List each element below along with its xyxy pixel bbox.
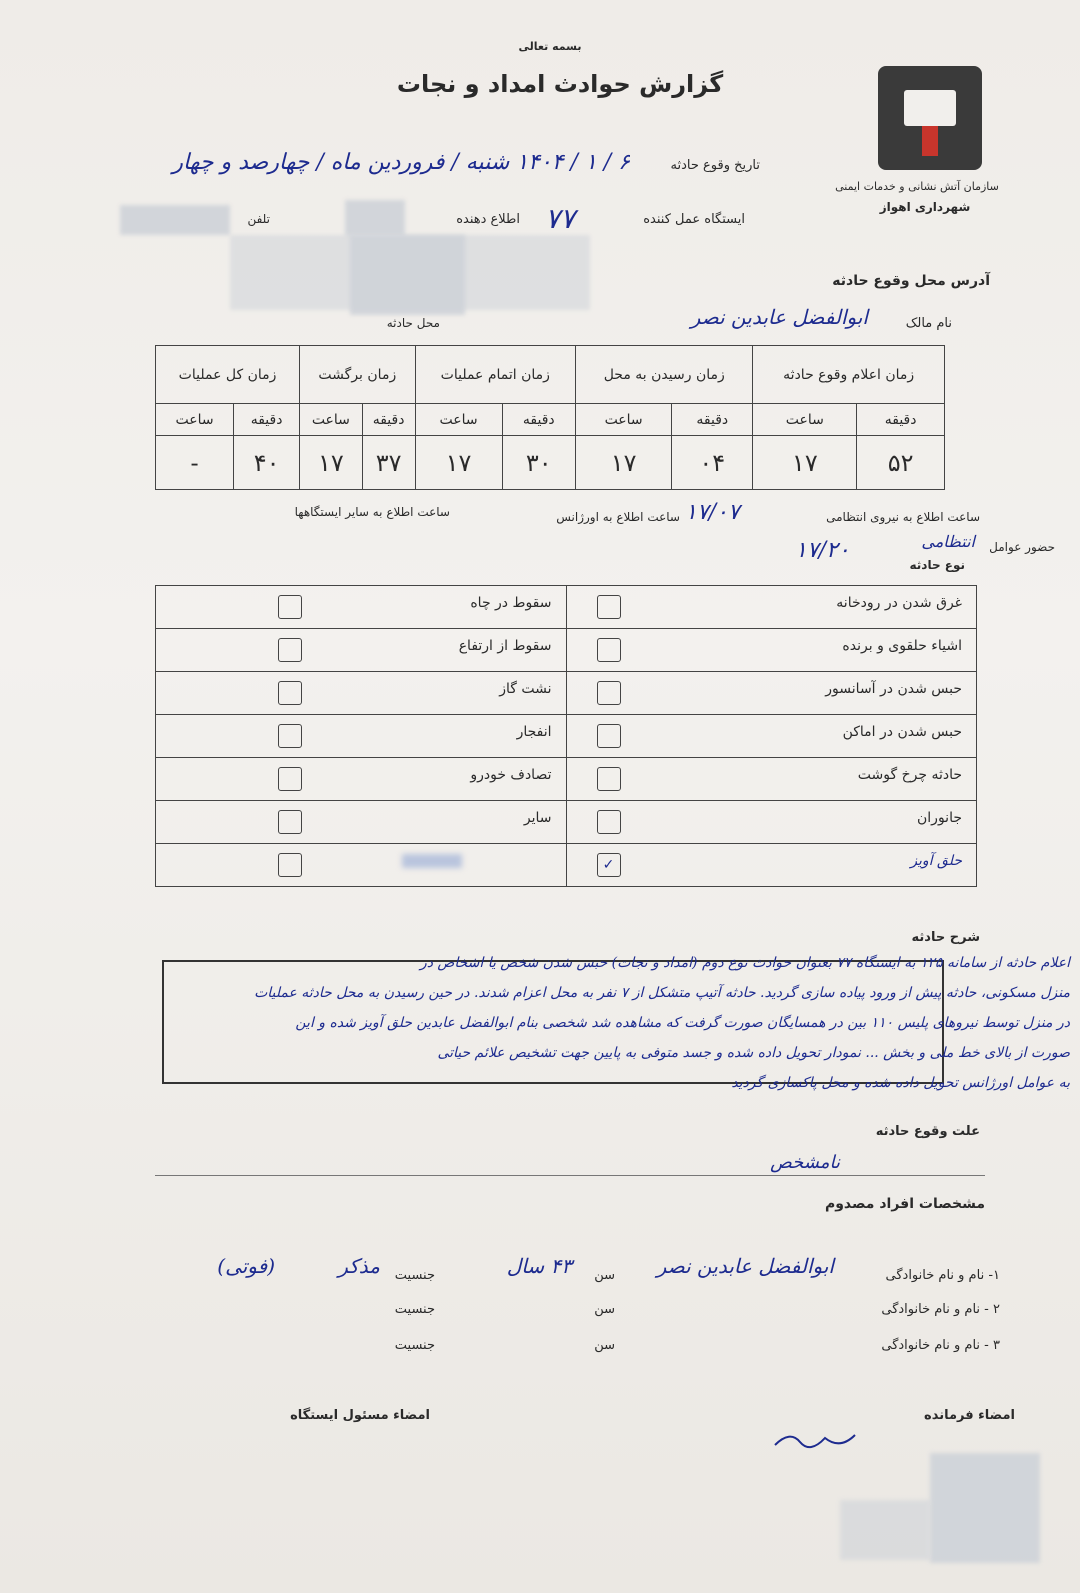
victim-name-label: ۱- نام و نام خانوادگی (885, 1268, 1000, 1283)
times-header-announce: زمان اعلام وقوع حادثه (753, 346, 945, 404)
description-line: صورت از بالای خط ملی و بخش ... نمودار تحویل داده شده و جسد متوفی به پایین جهت تشخیص علائم حیاتی (437, 1045, 1070, 1061)
date-value: ۶ / ۱ / ۱۴۰۴ شنبه / فروردین ماه / چهارصد و چهار (172, 150, 630, 175)
victim-name-label: ۲ - نام و نام خانوادگی (881, 1302, 1000, 1317)
times-subheader: دقیقه (362, 404, 415, 436)
times-cell: ۰۴ (672, 436, 753, 490)
victims-label: مشخصات افراد مصدوم (824, 1196, 985, 1212)
redacted-informer (345, 200, 405, 236)
redacted-phone (120, 205, 230, 235)
victim-note: (فوتی) (217, 1254, 275, 1278)
victim-name-label: ۳ - نام و نام خانوادگی (881, 1338, 1000, 1353)
times-subheader: دقیقه (502, 404, 576, 436)
victim-age-label: سن (594, 1338, 615, 1353)
times-header-arrive: زمان رسیدن به محل (576, 346, 753, 404)
incident-checkbox[interactable] (278, 767, 302, 791)
responsible-value: ۱۷/۲۰ (795, 538, 850, 563)
other-stations-label: ساعت اطلاع به سایر ایستگاهها (294, 505, 450, 519)
incident-type-label-cell: جانوران (917, 810, 962, 826)
incident-type-label-cell: سایر (523, 810, 552, 826)
incident-type-label-cell: اشیاء حلقوی و برنده (842, 638, 962, 654)
incident-checkbox-checked[interactable]: ✓ (597, 853, 621, 877)
station-label: ایستگاه عمل کننده (643, 212, 745, 227)
times-cell: ۴۰ (234, 436, 300, 490)
victim-gender-label: جنسیت (394, 1302, 435, 1317)
incident-checkbox[interactable] (278, 853, 302, 877)
times-header-return: زمان برگشت (300, 346, 415, 404)
incident-checkbox[interactable] (597, 681, 621, 705)
incident-checkbox[interactable] (278, 638, 302, 662)
signature-scribble (770, 1420, 860, 1460)
description-line: به عوامل اورژانس تحویل داده شده و محل پاکسازی گردید (731, 1075, 1070, 1091)
incident-type-label-cell: غرق شدن در رودخانه (836, 595, 962, 611)
divider-line (155, 1175, 985, 1176)
date-label: تاریخ وقوع حادثه (670, 158, 760, 173)
incident-type-label: نوع حادثه (909, 558, 965, 572)
redacted-stamp-edge (840, 1500, 930, 1560)
logo-window-shape (904, 90, 956, 126)
org-name-line2: شهرداری اهواز (879, 200, 971, 214)
times-table (155, 345, 945, 490)
times-subheader: دقیقه (234, 404, 300, 436)
incident-checkbox[interactable] (278, 595, 302, 619)
victim-name: ابوالفضل عابدین نصر (656, 1254, 834, 1278)
cause-value: نامشخص (770, 1152, 840, 1173)
redacted-address-block (350, 235, 465, 315)
incident-checkbox[interactable] (278, 810, 302, 834)
incident-type-label-cell: انفجار (516, 724, 552, 740)
times-cell: ۱۷ (576, 436, 672, 490)
incident-checkbox[interactable] (597, 724, 621, 748)
disciplinary-label: ساعت اطلاع به نیروی انتظامی (826, 510, 980, 524)
incident-type-row (156, 586, 977, 629)
incident-checkbox[interactable] (597, 595, 621, 619)
incident-type-label-cell: حبس شدن در اماکن (842, 724, 962, 740)
incident-type-row (156, 715, 977, 758)
redacted-scribble (402, 854, 462, 868)
cause-label: علت وقوع حادثه (875, 1124, 980, 1139)
owner-label: نام مالک (905, 316, 952, 331)
victim-age-label: سن (594, 1302, 615, 1317)
incident-type-label-cell: حلق آویز (910, 853, 962, 869)
times-cell: ۳۷ (362, 436, 415, 490)
times-subheader: ساعت (156, 404, 234, 436)
station-value: ۷۷ (544, 202, 576, 235)
times-cell: - (156, 436, 234, 490)
incident-type-label-cell: سقوط از ارتفاع (458, 638, 552, 654)
victim-age: ۴۳ سال (506, 1254, 572, 1278)
times-subheader: دقیقه (857, 404, 945, 436)
description-line: در منزل توسط نیروهای پلیس ۱۱۰ بین در همسایگان صورت گرفت که مشاهده شد شخصی بنام ابوالفضل عابدین حلق آویز شده و این (295, 1015, 1070, 1031)
incident-type-row (156, 844, 977, 887)
phone-label: تلفن (247, 212, 270, 226)
incident-type-label-cell: سقوط در چاه (470, 595, 552, 611)
times-cell: ۵۲ (857, 436, 945, 490)
victim-gender: مذکر (338, 1254, 380, 1278)
incident-type-row (156, 629, 977, 672)
owner-value: ابوالفضل عابدین نصر (690, 305, 868, 329)
times-subheader: ساعت (300, 404, 363, 436)
place-label: محل حادثه (386, 316, 440, 330)
times-cell: ۳۰ (502, 436, 576, 490)
station-head-sign-label: امضاء مسئول ایستگاه (290, 1408, 430, 1423)
incident-type-row (156, 801, 977, 844)
victim-gender-label: جنسیت (394, 1338, 435, 1353)
description-line: منزل مسکونی، حادثه پیش از ورود پیاده سازی گردید. حادثه آتیپ متشکل از ۷ نفر به محل اعزام شدند. در حین رسیدن به محل حادثه عملیات (254, 985, 1070, 1001)
times-cell: ۱۷ (300, 436, 363, 490)
basmala: بسمه تعالی (518, 40, 582, 53)
address-label: آدرس محل وقوع حادثه (832, 273, 990, 289)
incident-type-label-cell: حادثه چرخ گوشت (857, 767, 962, 783)
incident-checkbox[interactable] (278, 681, 302, 705)
fire-department-logo (878, 66, 982, 170)
informer-label: اطلاع دهنده (456, 212, 520, 227)
times-header-finish: زمان اتمام عملیات (415, 346, 576, 404)
times-subheader: دقیقه (672, 404, 753, 436)
commander-sign-label: امضاء فرمانده (924, 1408, 1015, 1423)
org-name-line1: سازمان آتش نشانی و خدمات ایمنی (835, 180, 999, 193)
times-subheader: ساعت (415, 404, 502, 436)
victim-gender-label: جنسیت (394, 1268, 435, 1283)
times-cell: ۱۷ (415, 436, 502, 490)
times-subheader: ساعت (576, 404, 672, 436)
incident-type-row (156, 672, 977, 715)
responsible-label: حضور عوامل (989, 540, 1055, 554)
times-header-total: زمان کل عملیات (156, 346, 300, 404)
incident-checkbox[interactable] (597, 638, 621, 662)
victim-age-label: سن (594, 1268, 615, 1283)
times-subheader: ساعت (753, 404, 857, 436)
incident-type-table (155, 585, 977, 887)
incident-checkbox[interactable] (597, 767, 621, 791)
logo-red-stem (922, 126, 938, 156)
page-title: گزارش حوادث امداد و نجات (396, 70, 724, 98)
description-line: اعلام حادثه از سامانه ۱۲۵ به ایستگاه ۷۷ بعنوان حوادث نوع دوم (امداد و نجات) حبس شدن شخص یا اشخاص در (419, 955, 1070, 971)
incident-type-label-cell: حبس شدن در آسانسور (825, 681, 962, 697)
incident-checkbox[interactable] (278, 724, 302, 748)
times-cell: ۱۷ (753, 436, 857, 490)
incident-type-label-cell: تصادف خودرو (470, 767, 552, 783)
incident-type-row (156, 758, 977, 801)
incident-checkbox[interactable] (597, 810, 621, 834)
description-label: شرح حادثه (911, 930, 980, 945)
description-text (10, 948, 1070, 1098)
responsible-note: انتظامی (921, 532, 975, 551)
ambulance-label: ساعت اطلاع به اورژانس (556, 510, 680, 524)
redacted-stamp (930, 1453, 1040, 1563)
incident-type-label-cell: نشت گاز (499, 681, 552, 697)
disciplinary-value: ۱۷/۰۷ (685, 500, 740, 525)
